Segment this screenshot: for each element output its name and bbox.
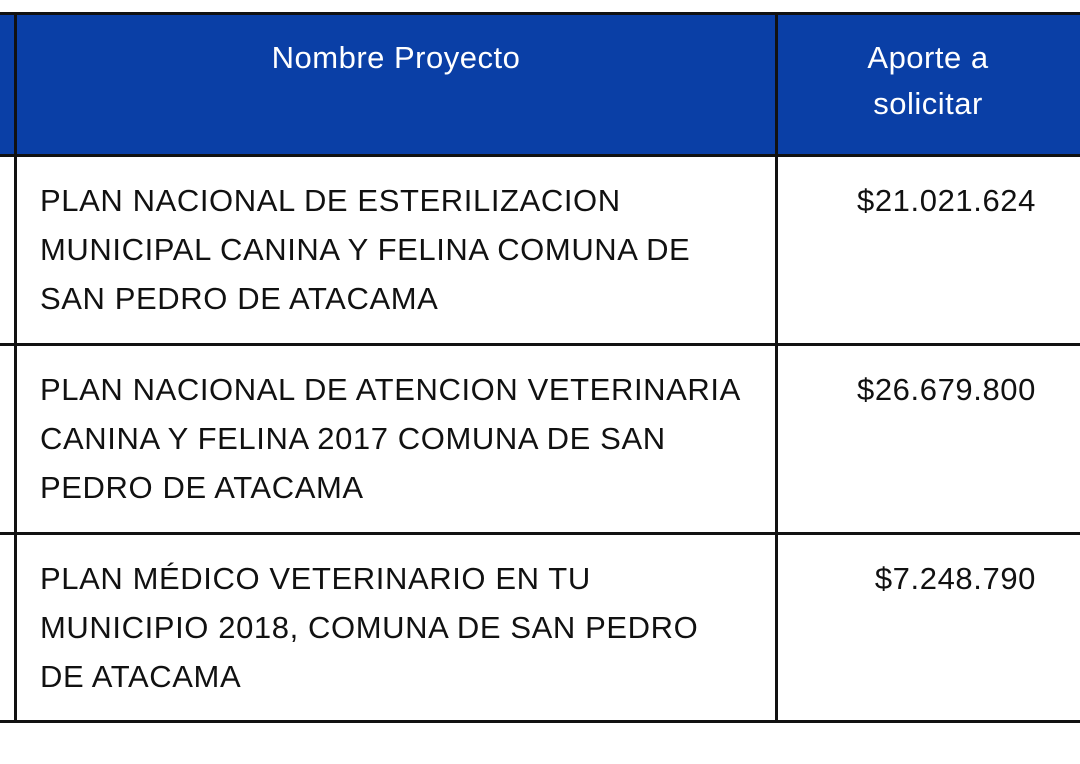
border-row-2-bottom — [0, 532, 1080, 535]
table-row-3-amount: $7.248.790 — [874, 561, 1036, 596]
table-row-1-amount: $21.021.624 — [857, 183, 1036, 218]
border-header-bottom — [0, 154, 1080, 157]
border-top — [0, 12, 1080, 15]
border-bottom — [0, 720, 1080, 723]
border-column-divider — [775, 12, 778, 723]
table-row-1-project: PLAN NACIONAL DE ESTERILIZACION MUNICIPAL CANINA Y FELINA COMUNA DE SAN PEDRO DE ATACAMA — [40, 183, 691, 316]
border-left — [14, 12, 17, 723]
header-aporte-a-solicitar: Aporte a solicitar — [867, 40, 989, 121]
border-row-1-bottom — [0, 343, 1080, 346]
table-row-2-amount: $26.679.800 — [857, 372, 1036, 407]
table-row-3-project: PLAN MÉDICO VETERINARIO EN TU MUNICIPIO 2018, COMUNA DE SAN PEDRO DE ATACAMA — [40, 561, 699, 694]
table-row-2-project: PLAN NACIONAL DE ATENCION VETERINARIA CANINA Y FELINA 2017 COMUNA DE SAN PEDRO DE ATACAMA — [40, 372, 741, 505]
header-nombre-proyecto: Nombre Proyecto — [271, 40, 521, 75]
